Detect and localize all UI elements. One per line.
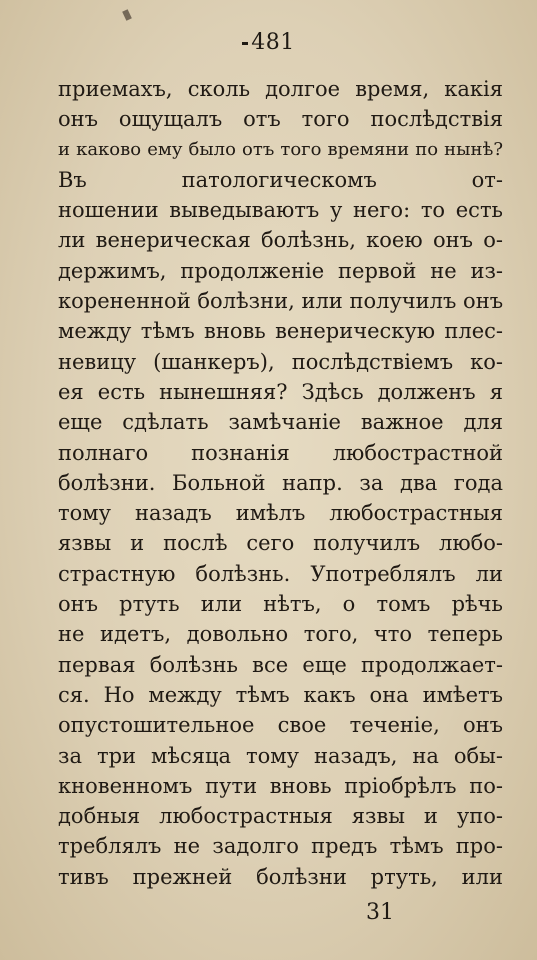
page-number-dash (242, 42, 248, 45)
text-line: ли венерическая болѣзнь, коею онъ о- (58, 228, 503, 253)
page-number (0, 30, 537, 55)
text-line: невицу (шанкеръ), послѣдствіемъ ко- (58, 349, 503, 374)
text-line: ношении выведываютъ у него: то есть (58, 198, 503, 223)
text-line: между тѣмъ вновь венерическую плес- (58, 319, 503, 344)
text-line: держимъ, продолженіе первой не из- (58, 258, 503, 283)
text-line: болѣзни. Больной напр. за два года (58, 470, 503, 495)
page-number-text: 481 (251, 30, 295, 55)
text-line: ся. Но между тѣмъ какъ она имѣетъ (58, 682, 503, 707)
text-line: Въ патологическомъ от- (58, 167, 503, 192)
text-line: корененной болѣзни, или получилъ онъ (58, 289, 503, 314)
text-line: тивъ прежней болѣзни ртуть, или (58, 864, 503, 889)
text-line: опустошительное свое теченіе, онъ (58, 713, 503, 738)
text-line: онъ ощущалъ отъ того послѣдствія (58, 107, 503, 132)
text-line: еще сдѣлать замѣчаніе важное для (58, 410, 503, 435)
text-line: язвы и послѣ сего получилъ любо- (58, 531, 503, 556)
text-line: треблялъ не задолго предъ тѣмъ про- (58, 834, 503, 859)
signature-mark: 31 (366, 900, 394, 925)
text-line: полнаго познанія любострастной (58, 440, 503, 465)
text-line: ея есть нынешняя? Здѣсь долженъ я (58, 379, 503, 404)
text-line: онъ ртуть или нѣтъ, о томъ рѣчь (58, 592, 503, 617)
text-line: первая болѣзнь все еще продолжает- (58, 652, 503, 677)
text-line: приемахъ, сколь долгое время, какія (58, 77, 503, 101)
text-line: кновенномъ пути вновь пріобрѣлъ по- (58, 773, 503, 798)
text-line: не идетъ, довольно того, что теперь (58, 622, 503, 647)
edge-mark (122, 9, 132, 21)
text-line: за три мѣсяца тому назадъ, на обы- (58, 743, 503, 768)
text-line: тому назадъ имѣлъ любострастныя (58, 501, 503, 526)
text-line (58, 135, 503, 165)
text-line-part: и каково ему было отъ того времяни по нынѣ? (58, 138, 503, 160)
text-line: добныя любострастныя язвы и упо- (58, 804, 503, 829)
text-line: страстную болѣзнь. Употреблялъ ли (58, 561, 503, 586)
body-text (58, 74, 503, 892)
